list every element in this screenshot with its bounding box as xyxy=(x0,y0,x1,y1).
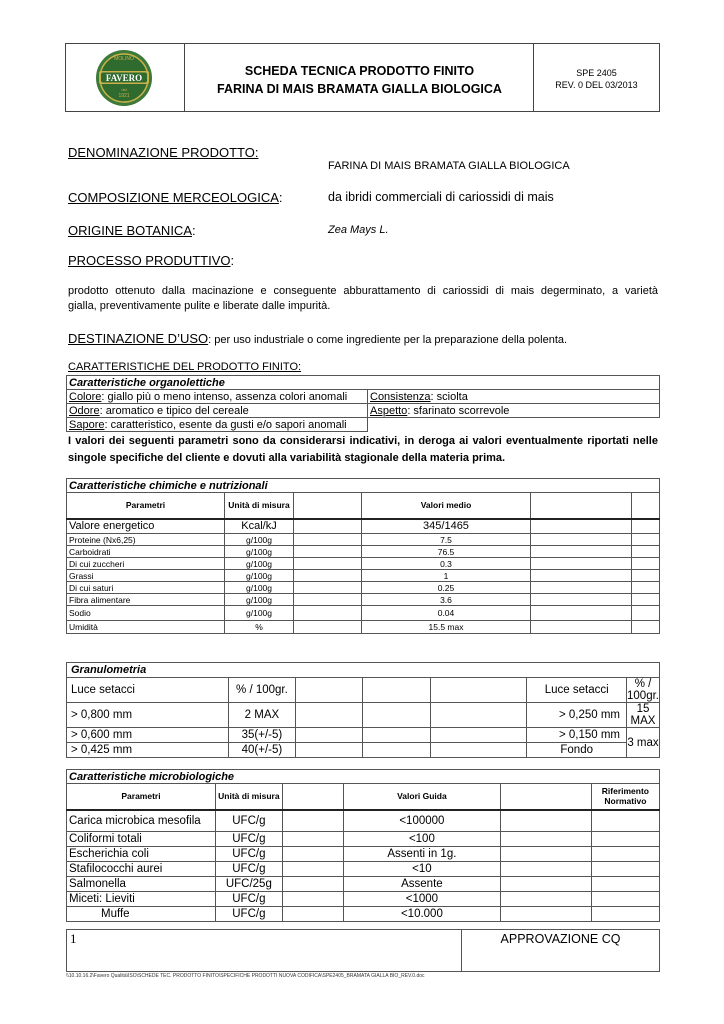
chimiche-row xyxy=(67,534,660,546)
chimiche-row xyxy=(67,570,660,582)
chimiche-param: Fibra alimentare xyxy=(67,594,225,606)
chimiche-unit: g/100g xyxy=(225,570,294,582)
micro-value: Assente xyxy=(344,877,501,892)
micro-value: <100000 xyxy=(344,810,501,832)
micro-param: Muffe xyxy=(67,907,216,922)
chimiche-param: Di cui zuccheri xyxy=(67,558,225,570)
micro-unit: UFC/g xyxy=(215,907,282,922)
organolettiche-table xyxy=(66,375,660,432)
denominazione-label: DENOMINAZIONE PRODOTTO: xyxy=(68,145,259,160)
colore-cell xyxy=(67,390,368,404)
granulo-h3: Luce setacci xyxy=(527,678,627,703)
micro-unit: UFC/25g xyxy=(215,877,282,892)
micro-unit: UFC/g xyxy=(215,832,282,847)
header-title-line1: SCHEDA TECNICA PRODOTTO FINITO xyxy=(244,64,475,78)
origine-value: Zea Mays L. xyxy=(328,224,389,236)
aspetto-value: : sfarinato scorrevole xyxy=(407,404,510,417)
micro-header-unit: Unità di misura xyxy=(215,784,282,810)
logo-cell xyxy=(66,44,185,111)
micro-row xyxy=(67,847,660,862)
chimiche-unit: g/100g xyxy=(225,606,294,621)
micro-param: Stafilococchi aurei xyxy=(67,862,216,877)
chimiche-header-value: Valori medio xyxy=(362,493,531,519)
chimiche-title: Caratteristiche chimiche e nutrizionali xyxy=(67,479,660,493)
header-title-line2: FARINA DI MAIS BRAMATA GIALLA BIOLOGICA xyxy=(217,82,502,96)
chimiche-unit: g/100g xyxy=(225,582,294,594)
micro-rows xyxy=(67,810,660,922)
chimiche-param: Umidità xyxy=(67,621,225,634)
processo-line1: prodotto ottenuto dalla macinazione e conseguente abburattamento di cariossidi di mais degerminato, a varietà xyxy=(68,285,658,297)
page-number: 1 xyxy=(70,931,77,946)
aspetto-cell xyxy=(368,404,660,418)
caratteristiche-title: CARATTERISTICHE DEL PRODOTTO FINITO: xyxy=(68,361,302,373)
micro-param: Miceti: Lieviti xyxy=(67,892,216,907)
composizione-colon: : xyxy=(278,190,283,205)
micro-value: Assenti in 1g. xyxy=(344,847,501,862)
chimiche-value: 345/1465 xyxy=(362,519,531,534)
micro-value: <100 xyxy=(344,832,501,847)
micro-header-param: Parametri xyxy=(67,784,216,810)
chimiche-param: Carboidrati xyxy=(67,546,225,558)
micro-unit: UFC/g xyxy=(215,810,282,832)
chimiche-value: 3.6 xyxy=(362,594,531,606)
composizione-value: da ibridi commerciali di cariossidi di mais xyxy=(328,190,554,204)
micro-unit: UFC/g xyxy=(215,862,282,877)
sapore-cell xyxy=(67,418,368,432)
granulo-h4: % / 100gr. xyxy=(627,678,659,702)
chimiche-value: 7.5 xyxy=(362,534,531,546)
micro-row xyxy=(67,877,660,892)
chimiche-row xyxy=(67,582,660,594)
chimiche-row xyxy=(67,558,660,570)
chimiche-param: Grassi xyxy=(67,570,225,582)
chimiche-header-unit: Unità di misura xyxy=(225,493,294,519)
granulo-right-value-1: 3 max xyxy=(627,728,660,758)
chimiche-value: 0.25 xyxy=(362,582,531,594)
micro-row xyxy=(67,907,660,922)
chimiche-param: Valore energetico xyxy=(67,519,225,534)
processo-line2: gialla, preventivamente pulite e liberate dalle impurità. xyxy=(68,300,331,312)
micro-value: <10.000 xyxy=(344,907,501,922)
micro-param: Escherichia coli xyxy=(67,847,216,862)
chimiche-unit: g/100g xyxy=(225,558,294,570)
chimiche-unit: % xyxy=(225,621,294,634)
processo-colon: : xyxy=(230,253,235,268)
micro-row xyxy=(67,832,660,847)
chimiche-unit: g/100g xyxy=(225,534,294,546)
granulo-left-sieve-2: > 0,425 mm xyxy=(67,743,229,758)
consistenza-value: : sciolta xyxy=(430,390,468,403)
note-line1: I valori dei seguenti parametri sono da considerarsi indicativi, in deroga ai valori eventualmente riportati nelle xyxy=(68,435,658,447)
chimiche-row xyxy=(67,621,660,634)
destinazione-text: : per uso industriale o come ingrediente per la preparazione della polenta. xyxy=(208,334,568,346)
logo-top-text: MOLINO xyxy=(114,56,134,62)
colore-value: : giallo più o meno intenso, assenza colori anomali xyxy=(101,390,348,403)
composizione-label: COMPOSIZIONE MERCEOLOGICA xyxy=(68,190,279,205)
micro-header-ref: Riferimento Normativo xyxy=(591,784,659,810)
doc-code: SPE 2405 xyxy=(576,68,617,78)
granulo-right-sieve-2: Fondo xyxy=(527,743,627,758)
chimiche-row xyxy=(67,546,660,558)
approval-label: APPROVAZIONE CQ xyxy=(500,932,621,946)
granulo-left-value-2: 40(+/-5) xyxy=(229,743,295,758)
origine-colon: : xyxy=(192,223,196,238)
processo-label: PROCESSO PRODUTTIVO xyxy=(68,253,231,268)
favero-logo xyxy=(66,44,184,112)
chimiche-table xyxy=(66,478,660,634)
micro-title: Caratteristiche microbiologiche xyxy=(67,770,660,784)
chimiche-unit: Kcal/kJ xyxy=(225,519,294,534)
chimiche-value: 1 xyxy=(362,570,531,582)
granulo-right-sieve-1: > 0,150 mm xyxy=(527,728,627,743)
granulo-left-value-0: 2 MAX xyxy=(229,703,295,728)
sapore-value: : caratteristico, esente da gusti e/o sapori anomali xyxy=(104,418,347,431)
chimiche-param: Di cui saturi xyxy=(67,582,225,594)
aspetto-key: Aspetto xyxy=(370,404,408,417)
granulometria-table xyxy=(66,662,660,758)
granulo-h2: % / 100gr. xyxy=(229,678,295,703)
document-header xyxy=(65,43,660,112)
chimiche-unit: g/100g xyxy=(225,594,294,606)
granulo-h1: Luce setacci xyxy=(67,678,229,703)
logo-tag: dal xyxy=(121,87,127,92)
chimiche-row xyxy=(67,594,660,606)
chimiche-param: Sodio xyxy=(67,606,225,621)
micro-value: <10 xyxy=(344,862,501,877)
odore-key: Odore xyxy=(69,404,100,417)
destinazione-label: DESTINAZIONE D’USO xyxy=(68,331,209,346)
consistenza-key: Consistenza xyxy=(370,390,431,403)
micro-param: Carica microbica mesofila xyxy=(67,810,216,832)
note-line2: singole specifiche del cliente e dovuti alla variabilità stagionale della materia prima. xyxy=(68,452,506,464)
granulo-right-sieve-0: > 0,250 mm xyxy=(527,703,627,728)
micro-value: <1000 xyxy=(344,892,501,907)
chimiche-row xyxy=(67,606,660,621)
composizione-row xyxy=(68,190,283,205)
granulometria-title: Granulometria xyxy=(67,663,660,678)
origine-label: ORIGINE BOTANICA xyxy=(68,223,192,238)
processo-row xyxy=(68,253,234,268)
chimiche-value: 76.5 xyxy=(362,546,531,558)
denominazione-value: FARINA DI MAIS BRAMATA GIALLA BIOLOGICA xyxy=(328,160,570,172)
file-path: \\10.10.16.2\Favero Qualità\ISO\SCHEDE TEC. PRODOTTO FINITO\SPECIFICHE PRODOTTI NUOVA CODIFICA\SPE2405_BRAMATA GIALLA BIO_REV.0.doc xyxy=(66,973,425,979)
chimiche-unit: g/100g xyxy=(225,546,294,558)
chimiche-rows xyxy=(67,519,660,634)
micro-unit: UFC/g xyxy=(215,847,282,862)
chimiche-value: 0.3 xyxy=(362,558,531,570)
granulo-left-sieve-0: > 0,800 mm xyxy=(67,703,229,728)
destinazione-row xyxy=(68,330,567,348)
micro-header-value: Valori Guida xyxy=(344,784,501,810)
chimiche-value: 0.04 xyxy=(362,606,531,621)
chimiche-row xyxy=(67,519,660,534)
logo-year: 1921 xyxy=(118,93,130,99)
consistenza-cell xyxy=(368,390,660,404)
micro-param: Coliformi totali xyxy=(67,832,216,847)
chimiche-header-param: Parametri xyxy=(67,493,225,519)
sapore-key: Sapore xyxy=(69,418,105,431)
micro-row xyxy=(67,810,660,832)
micro-param: Salmonella xyxy=(67,877,216,892)
micro-table xyxy=(66,769,660,922)
granulo-left-value-1: 35(+/-5) xyxy=(229,728,295,743)
micro-row xyxy=(67,862,660,877)
granulo-left-sieve-1: > 0,600 mm xyxy=(67,728,229,743)
micro-unit: UFC/g xyxy=(215,892,282,907)
logo-name: FAVERO xyxy=(105,73,143,83)
odore-value: : aromatico e tipico del cereale xyxy=(99,404,249,417)
colore-key: Colore xyxy=(69,390,102,403)
chimiche-param: Proteine (Nx6,25) xyxy=(67,534,225,546)
chimiche-value: 15.5 max xyxy=(362,621,531,634)
doc-revision: REV. 0 DEL 03/2013 xyxy=(555,80,638,90)
origine-row xyxy=(68,223,196,238)
granulo-right-value-0: 15 MAX xyxy=(627,703,660,728)
footer-box xyxy=(66,929,660,972)
organolettiche-title: Caratteristiche organolettiche xyxy=(67,376,660,390)
odore-cell xyxy=(67,404,368,418)
micro-row xyxy=(67,892,660,907)
